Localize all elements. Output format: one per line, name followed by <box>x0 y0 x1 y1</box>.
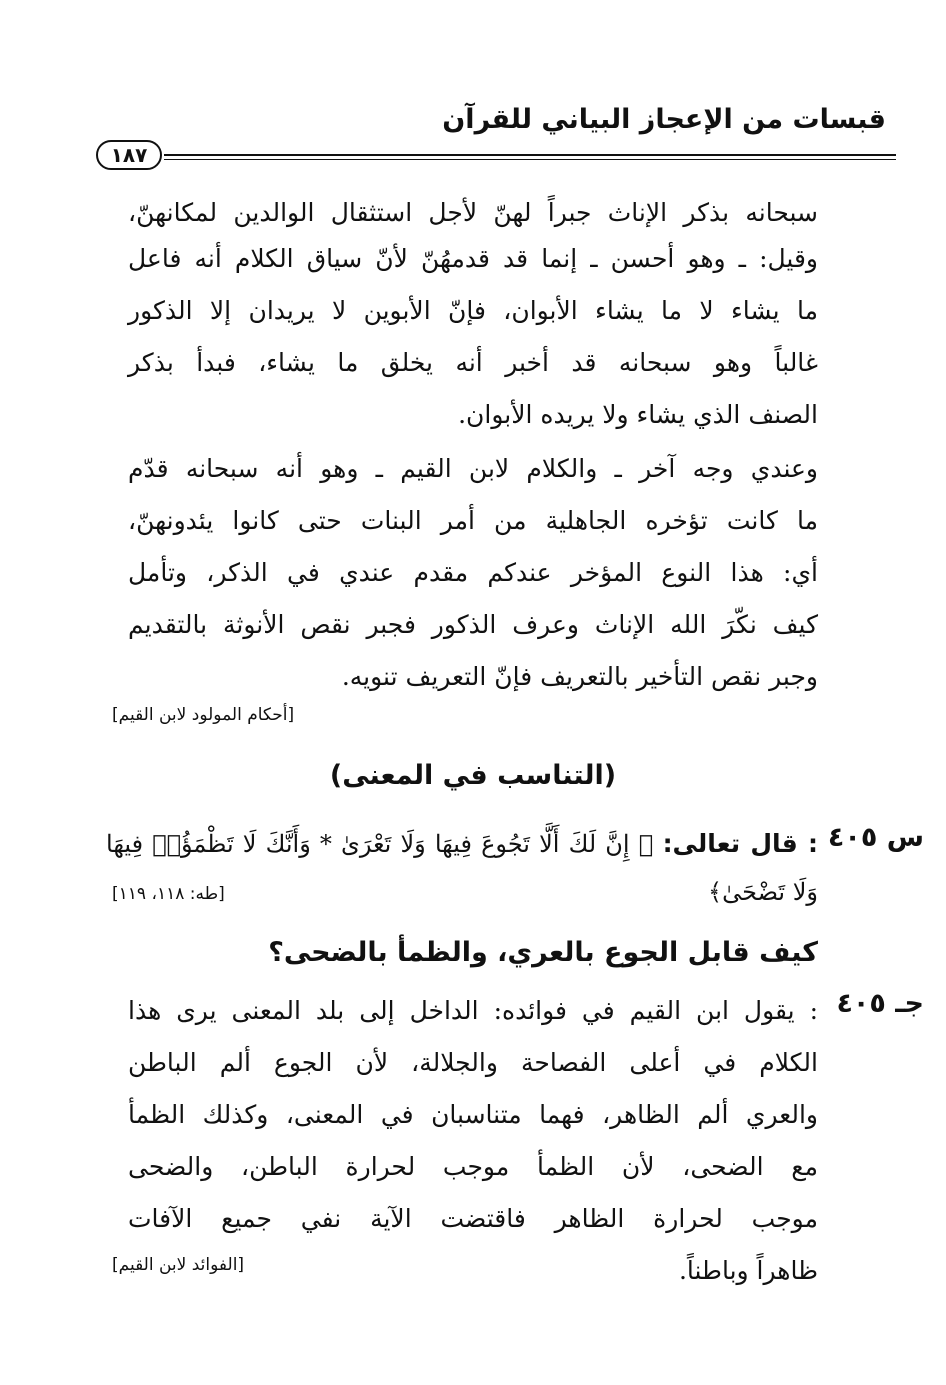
answer-label: جـ ٤٠٥ <box>836 988 924 1019</box>
text-line: والعري ألم الظاهر، فهما متناسبان في المعنى، وكذلك الظمأ <box>128 1100 818 1129</box>
text-line: ما كانت تؤخره الجاهلية من أمر البنات حتى كانوا يئدونهنّ، <box>128 506 818 535</box>
question-intro: : قال تعالى: <box>662 829 818 858</box>
text-line: موجب لحرارة الظاهر فاقتضت الآية نفي جميع الآفات <box>128 1204 818 1233</box>
question-label: س ٤٠٥ <box>827 822 924 853</box>
quran-verse-part1: ﴿ إِنَّ لَكَ أَلَّا تَجُوعَ فِيهَا وَلَا تَعْرَىٰ * وَأَنَّكَ لَا تَظْمَؤُا۟ فِيهَا <box>106 830 654 858</box>
section-title: (التناسب في المعنى) <box>329 760 617 791</box>
question-line <box>106 820 818 868</box>
text-line: غالباً وهو سبحانه قد أخبر أنه يخلق ما يشاء، فبدأ بذكر <box>128 348 818 377</box>
text-line: وقيل: ـ وهو أحسن ـ إنما قد قدمهُنّ لأنّ سياق الكلام أنه فاعل <box>128 244 818 273</box>
page-header <box>96 104 896 174</box>
source-citation: [الفوائد لابن القيم] <box>112 1255 245 1275</box>
source-citation: [أحكام المولود لابن القيم] <box>112 705 295 725</box>
page-number: ١٨٧ <box>96 140 162 170</box>
text-line: الصنف الذي يشاء ولا يريده الأبوان. <box>458 400 818 429</box>
text-line: مع الضحى، لأن الظمأ موجب لحرارة الباطن، والضحى <box>128 1152 818 1181</box>
verse-reference: [طه: ١١٨، ١١٩] <box>112 884 225 904</box>
text-line: ظاهراً وباطناً. <box>678 1256 818 1285</box>
answer-text <box>128 985 818 1297</box>
text-line: ما يشاء لا ما يشاء الأبوان، فإنّ الأبوين لا يريدان إلا الذكور <box>128 296 818 325</box>
text-line: الكلام في أعلى الفصاحة والجلالة، لأن الجوع ألم الباطن <box>128 1048 818 1077</box>
text-line: سبحانه بذكر الإناث جبراً لهنّ لأجل استثقال الوالدين لمكانهنّ، <box>128 198 818 227</box>
header-rule <box>164 154 896 160</box>
question-heading: كيف قابل الجوع بالعري، والظمأ بالضحى؟ <box>268 937 818 968</box>
text-line: وعندي وجه آخر ـ والكلام لابن القيم ـ وهو أنه سبحانه قدّم <box>128 454 818 483</box>
paragraph <box>128 285 818 441</box>
paragraph <box>128 443 818 703</box>
text-line: أي: هذا النوع المؤخر عندكم مقدم عندي في الذكر، وتأمل <box>128 558 818 587</box>
paragraph-continuation <box>128 190 818 282</box>
text-line: وجبر نقص التأخير بالتعريف فإنّ التعريف تنويه. <box>341 662 818 691</box>
quran-verse-part2: وَلَا تَضْحَىٰ﴾ <box>708 878 818 906</box>
text-line: : يقول ابن القيم في فوائده: الداخل إلى بلد المعنى يرى هذا <box>128 996 818 1025</box>
text-line: كيف نكّرَ الله الإناث وعرف الذكور فجبر نقص الأنوثة بالتقديم <box>128 610 818 639</box>
book-title: قبسات من الإعجاز البياني للقرآن <box>442 104 886 135</box>
